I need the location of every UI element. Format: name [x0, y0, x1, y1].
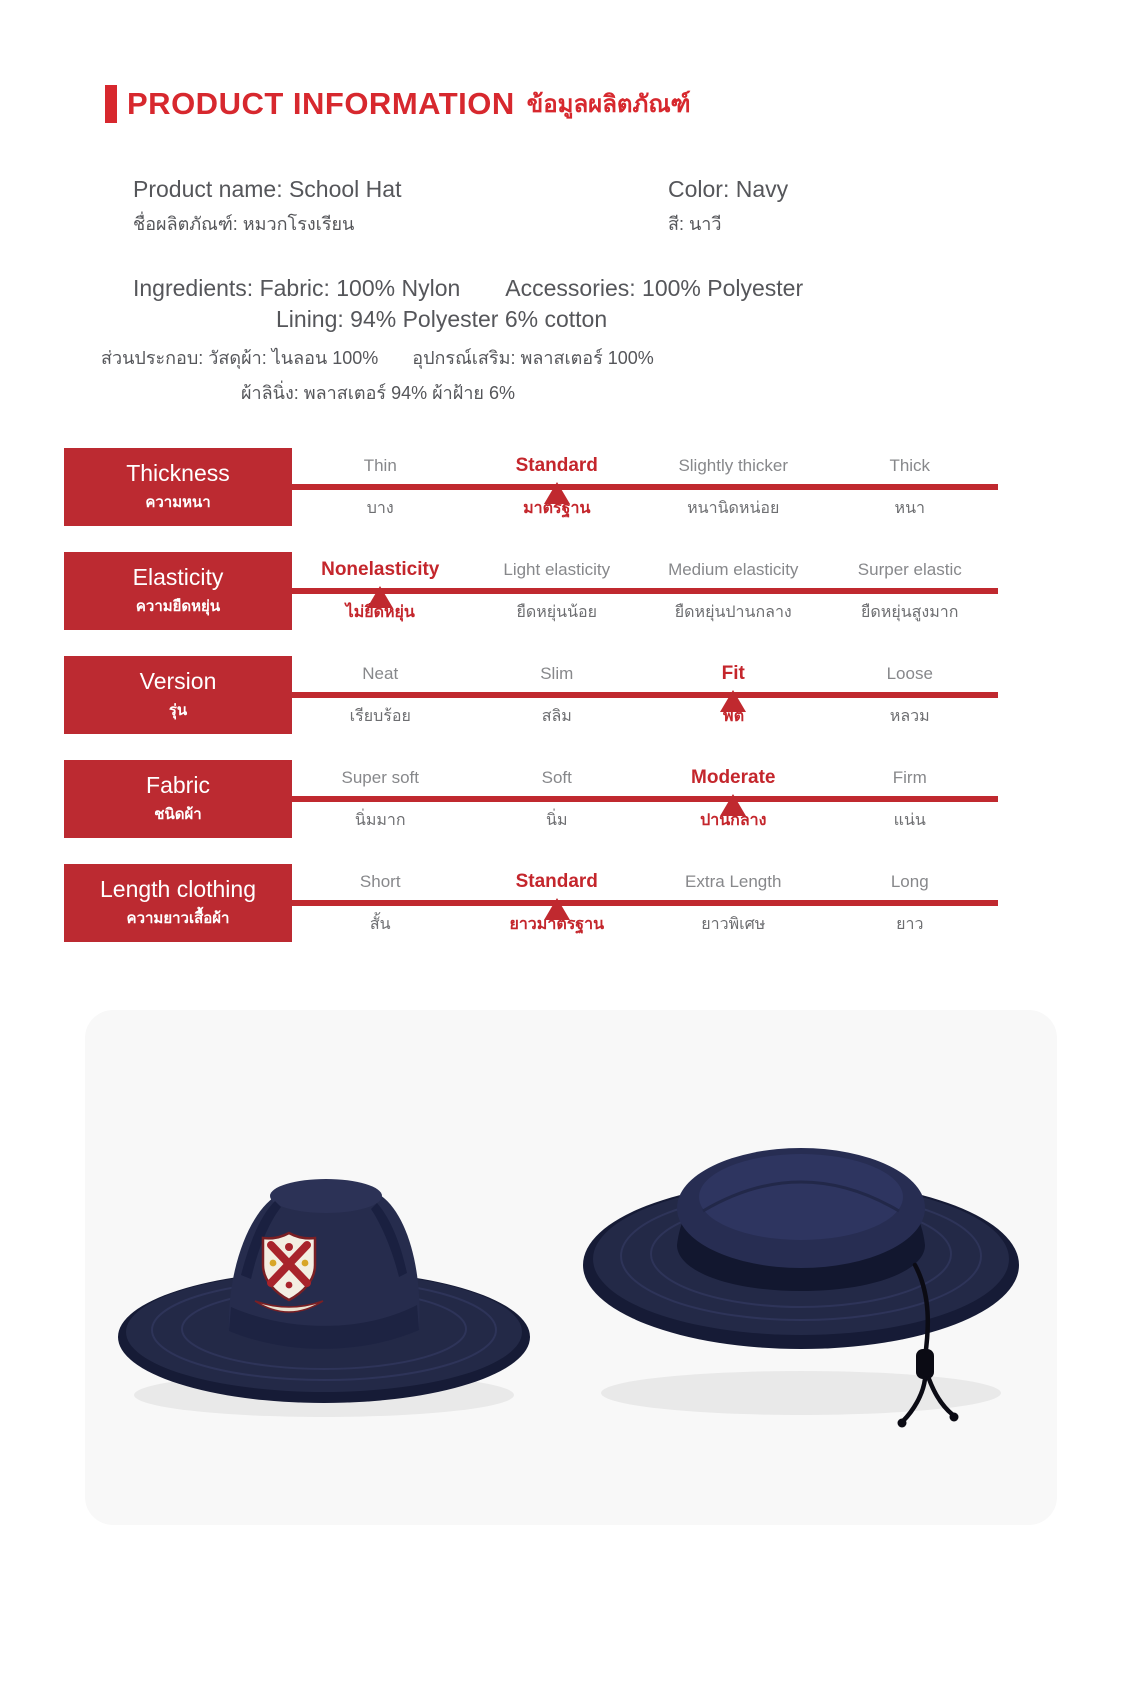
- option-th: หนานิดหน่อย: [687, 499, 780, 517]
- option-th: ยาว: [896, 915, 924, 933]
- attribute-row-length-clothing: [64, 864, 1000, 942]
- attribute-label-length-clothing: [64, 864, 292, 942]
- attribute-scale: [292, 552, 1000, 630]
- option-en: Slightly thicker: [678, 456, 789, 475]
- product-name: Product name: School Hat: [133, 176, 402, 202]
- ingredients-accessories-thai: อุปกรณ์เสริม: พลาสเตอร์ 100%: [412, 348, 654, 368]
- option-en: Standard: [469, 448, 646, 484]
- attribute-table: [64, 448, 1000, 968]
- ingredients-accessories: Accessories: 100% Polyester: [505, 275, 804, 301]
- option-th: ปานกลาง: [700, 811, 767, 829]
- option-th: สลิม: [541, 707, 572, 725]
- attribute-row-elasticity: [64, 552, 1000, 630]
- option-en: Slim: [540, 664, 574, 683]
- product-color-thai: สี: นาวี: [668, 214, 722, 234]
- option-th: เรียบร้อย: [349, 707, 411, 725]
- product-color-block: [668, 176, 788, 238]
- attribute-row-thickness: [64, 448, 1000, 526]
- product-name-thai: ชื่อผลิตภัณฑ์: หมวกโรงเรียน: [133, 214, 355, 234]
- option-en: Firm: [892, 768, 927, 787]
- page-header: [105, 84, 691, 123]
- option-en: Long: [890, 872, 929, 891]
- scale-options-th: [292, 698, 998, 734]
- attribute-scale: [292, 448, 1000, 526]
- attribute-row-fabric: [64, 760, 1000, 838]
- option-en: Surper elastic: [857, 560, 962, 579]
- attribute-label-en: Thickness: [126, 460, 230, 486]
- attribute-label-thickness: [64, 448, 292, 526]
- attribute-label-th: ความยืดหยุ่น: [135, 598, 221, 615]
- page-title-thai: ข้อมูลผลิตภัณฑ์: [526, 91, 691, 118]
- scale-options-en: [292, 552, 998, 588]
- option-th: แน่น: [893, 811, 926, 829]
- option-en: Fit: [645, 656, 822, 692]
- attribute-scale: [292, 656, 1000, 734]
- ingredients-lining-thai: ผ้าลินิ่ง: พลาสเตอร์ 94% ผ้าฝ้าย 6%: [241, 383, 515, 403]
- scale-options-th: [292, 490, 998, 526]
- attribute-label-en: Version: [139, 668, 217, 694]
- attribute-label-fabric: [64, 760, 292, 838]
- option-th: หลวม: [889, 707, 930, 725]
- option-th: ยาวมาตรฐาน: [509, 915, 605, 933]
- option-th: บาง: [366, 499, 394, 517]
- scale-options-th: [292, 802, 998, 838]
- attribute-scale: [292, 864, 1000, 942]
- ingredients-line-thai-1: [101, 343, 803, 372]
- scale-options-th: [292, 594, 998, 630]
- option-en: Medium elasticity: [668, 560, 799, 579]
- option-en: Nonelasticity: [292, 552, 469, 588]
- option-en: Moderate: [645, 760, 822, 796]
- ingredients-line-1: [133, 275, 803, 302]
- option-en: Super soft: [341, 768, 419, 787]
- option-en: Neat: [362, 664, 399, 683]
- option-th: ยาวพิเศษ: [701, 915, 766, 933]
- scale-options-en: [292, 864, 998, 900]
- scale-options-en: [292, 760, 998, 796]
- product-photo-panel: [85, 1010, 1057, 1525]
- option-th: สั้น: [369, 915, 391, 933]
- option-th: ยืดหยุ่นสูงมาก: [861, 603, 959, 621]
- option-en: Light elasticity: [503, 560, 611, 579]
- option-th: ยืดหยุ่นน้อย: [516, 603, 598, 621]
- attribute-label-th: ความยาวเสื้อผ้า: [126, 910, 230, 927]
- scale-options-en: [292, 656, 998, 692]
- ingredients-lining: Lining: 94% Polyester 6% cotton: [276, 306, 608, 332]
- header-accent-bar: [105, 85, 117, 123]
- option-th: นิ่ม: [546, 811, 568, 829]
- option-en: Thick: [889, 456, 931, 475]
- attribute-label-elasticity: [64, 552, 292, 630]
- option-en: Standard: [469, 864, 646, 900]
- attribute-label-version: [64, 656, 292, 734]
- option-th: ไม่ยืดหยุ่น: [345, 603, 415, 621]
- ingredients-fabric-thai: ส่วนประกอบ: วัสดุผ้า: ไนลอน 100%: [101, 348, 379, 368]
- attribute-label-en: Elasticity: [132, 564, 224, 590]
- ingredients-fabric: Ingredients: Fabric: 100% Nylon: [133, 275, 461, 301]
- option-th: ยืดหยุ่นปานกลาง: [674, 603, 792, 621]
- attribute-label-th: รุ่น: [168, 702, 188, 719]
- page-title: PRODUCT INFORMATION: [127, 85, 515, 121]
- product-color: Color: Navy: [668, 176, 789, 202]
- attribute-label-en: Fabric: [146, 772, 210, 798]
- attribute-label-en: Length clothing: [99, 876, 256, 902]
- attribute-scale: [292, 760, 1000, 838]
- option-th: นิ่มมาก: [354, 811, 406, 829]
- attribute-label-th: ความหนา: [145, 494, 211, 511]
- option-en: Soft: [541, 768, 572, 787]
- option-th: มาตรฐาน: [523, 499, 591, 517]
- option-en: Thin: [363, 456, 397, 475]
- product-name-block: [133, 176, 401, 238]
- attribute-row-version: [64, 656, 1000, 734]
- option-th: ฟิต: [722, 707, 745, 725]
- option-en: Short: [359, 872, 401, 891]
- scale-options-en: [292, 448, 998, 484]
- option-en: Extra Length: [685, 872, 782, 891]
- hat-side-view-image: [109, 1095, 549, 1440]
- option-th: หนา: [894, 499, 925, 517]
- hat-back-view-image: [573, 1093, 1033, 1443]
- ingredients-section: [101, 275, 803, 407]
- scale-options-th: [292, 906, 998, 942]
- option-en: Loose: [886, 664, 933, 683]
- attribute-label-th: ชนิดผ้า: [154, 806, 202, 823]
